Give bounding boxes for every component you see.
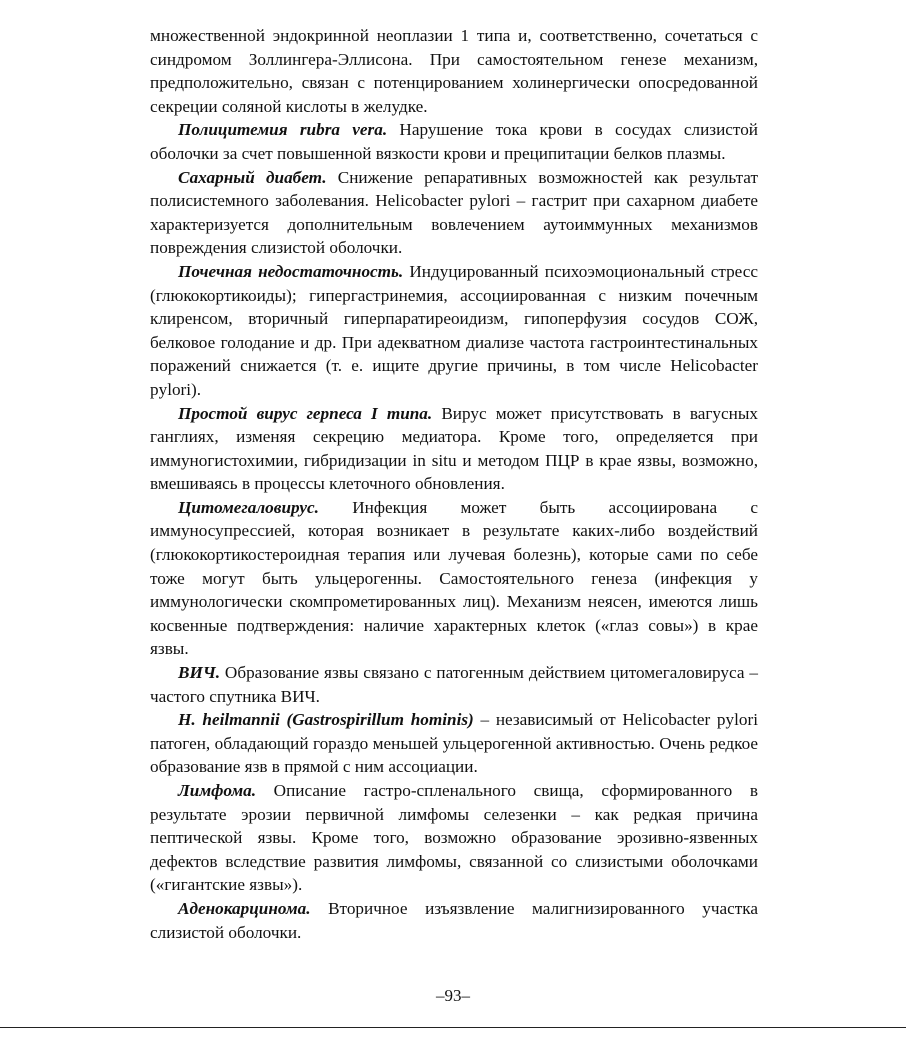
paragraph-text: – независимый от Helicobacter pylori патоген, обладающий гораздо меньшей ульцерогенной активностью. Очень редкое образование язв в прямой с ним ассоциации. — [150, 710, 758, 777]
paragraph-term: Сахарный диабет. — [178, 167, 327, 187]
paragraph-polycythemia — [150, 118, 758, 165]
paragraph-text: Нарушение тока крови в сосудах слизистой оболочки за счет повышенной вязкости крови и преципитации белков плазмы. — [150, 120, 758, 163]
paragraph-herpes — [150, 402, 758, 496]
paragraph-term: Лимфома. — [178, 781, 257, 800]
paragraph-text: множественной эндокринной неоплазии 1 типа и, соответственно, сочетаться с синдромом Золлингера-Эллисона. При самостоятельном генезе механизм, предположительно, связан с потенцированием холинергически опосредованной секреции соляной кислоты в желудке. — [150, 26, 758, 116]
paragraph-text: Инфекция может быть ассоциирована с иммуносупрессией, которая возникает в результате каких-либо воздействий (глюкокортикостероидная терапия или лучевая болезнь), которые сами по себе тоже могут быть ульцерогенны. Самостоятельного генеза (инфекция у иммунологически скомпрометированных лиц). Механизм неясен, имеются лишь косвенные подтверждения: наличие характерных клеток («глаз совы») в крае язвы. — [150, 497, 758, 659]
paragraph-term: Аденокарцинома. — [178, 898, 311, 918]
paragraph-text: Индуцированный психоэмоциональный стресс (глюкокортикоиды); гипергастринемия, ассоциированная с низким почечным клиренсом, вторичный гиперпаратиреоидизм, гипоперфузия сосудов СОЖ, белковое голодание и др. При адекватном диализе частота гастроинтестинальных поражений снижается (т. е. ищите другие причины, в том числе Helicobacter pylori). — [150, 261, 758, 399]
paragraph-term: Простой вирус герпеса I типа. — [178, 403, 433, 423]
paragraph-diabetes — [150, 166, 758, 260]
paragraph-lymphoma — [150, 779, 758, 897]
paragraph-continuation — [150, 24, 758, 118]
paragraph-renal-failure — [150, 260, 758, 402]
paragraph-term: H. heilmannii (Gastrospirillum hominis) — [178, 710, 474, 730]
paragraph-text: Образование язвы связано с патогенным действием цитомегаловируса – частого спутника ВИЧ. — [150, 663, 758, 706]
paragraph-term: Почечная недостаточность. — [178, 261, 404, 281]
paragraph-term: ВИЧ. — [178, 663, 220, 683]
paragraph-cytomegalovirus — [150, 496, 758, 661]
paragraph-text: Вирус может присутствовать в вагусных ганглиях, изменяя секрецию медиатора. Кроме того, определяется при иммуногистохимии, гибридизации in situ и методом ПЦР в крае язвы, возможно, вмешиваясь в процессы клеточного обновления. — [150, 403, 758, 494]
paragraph-term: Полицитемия rubra vera. — [178, 120, 388, 140]
paragraph-adenocarcinoma — [150, 897, 758, 944]
page-body — [150, 24, 758, 944]
page-number: –93– — [436, 986, 470, 1005]
paragraph-hiv — [150, 661, 758, 708]
paragraph-text: Снижение репаративных возможностей как результат полисистемного заболевания. Helicobacter pylori – гастрит при сахарном диабете характеризуется дополнительным вовлечением аутоиммунных механизмов повреждения слизистой оболочки. — [150, 167, 759, 258]
paragraph-text: Вторичное изъязвление малигнизированного участка слизистой оболочки. — [150, 898, 758, 942]
paragraph-term: Цитомегаловирус. — [178, 497, 319, 517]
bottom-divider — [0, 1027, 906, 1028]
paragraph-text: Описание гастро-спленального свища, сформированного в результате эрозии первичной лимфомы селезенки – как редкая причина пептической язвы. Кроме того, возможно образование эрозивно-язвенных дефектов вследствие развития лимфомы, связанной со слизистыми оболочками («гигантские язвы»). — [150, 781, 758, 895]
paragraph-h-heilmannii — [150, 708, 758, 779]
